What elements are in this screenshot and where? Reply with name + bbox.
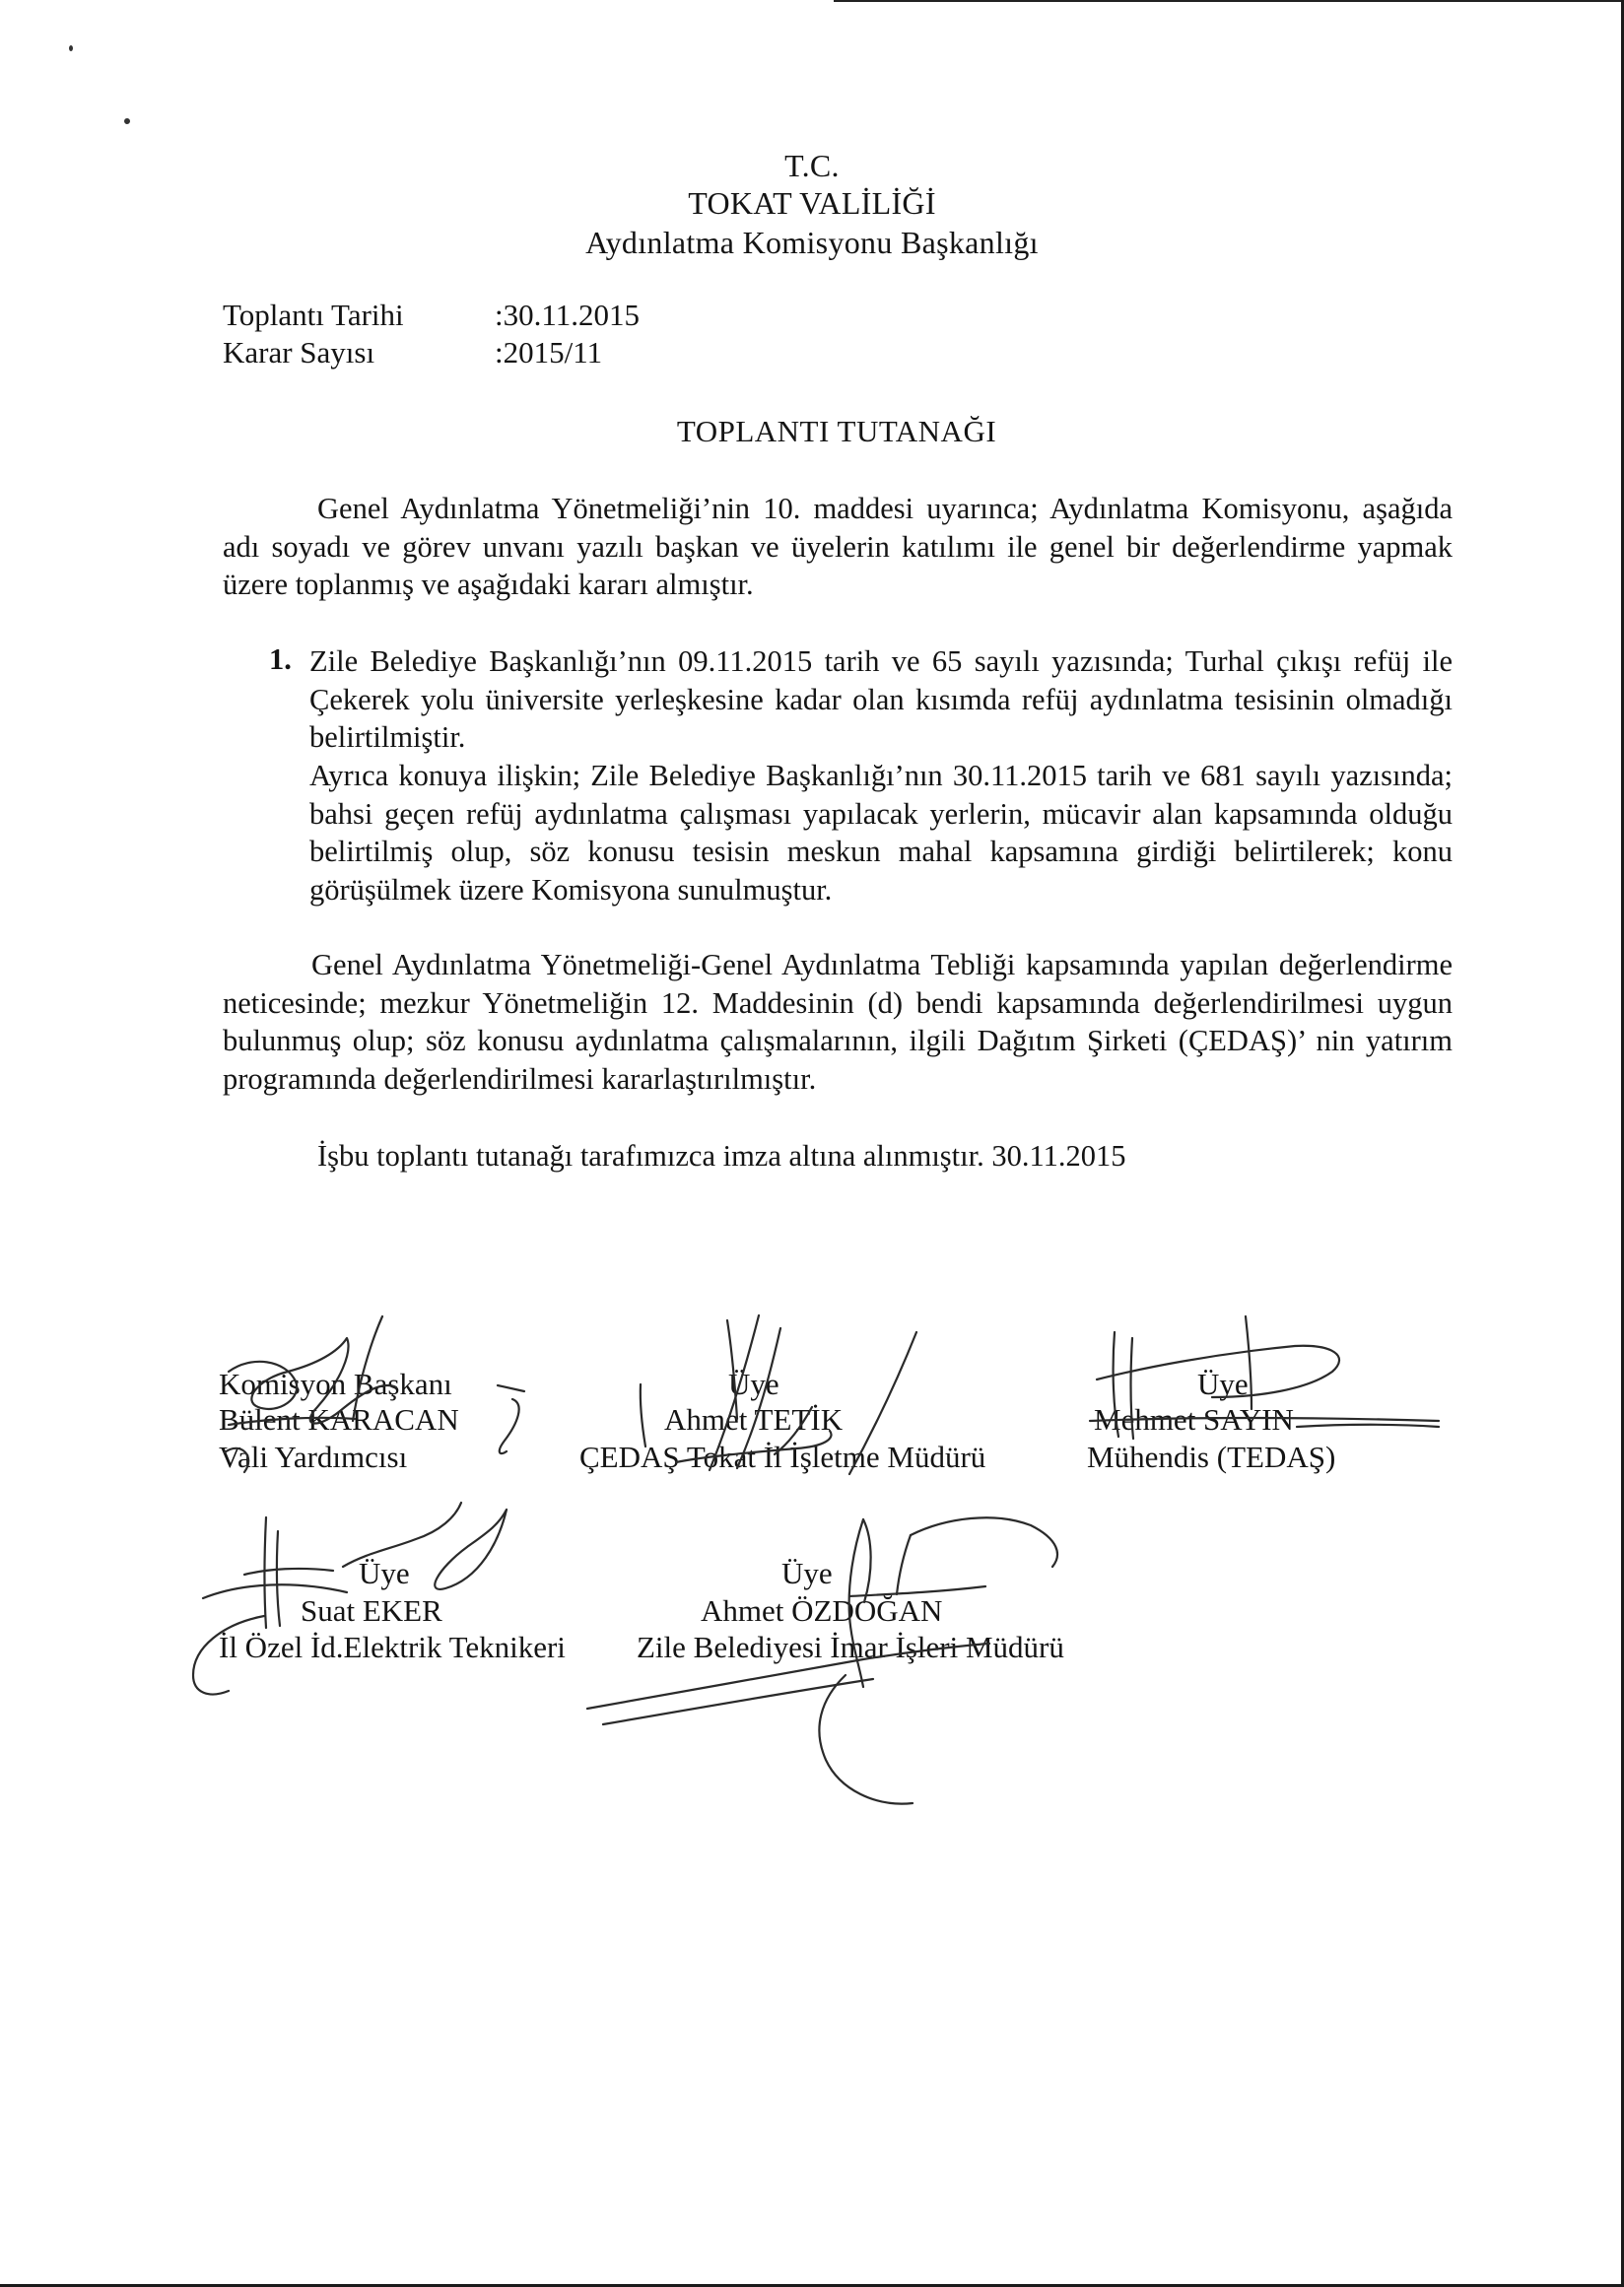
scan-speck xyxy=(124,118,130,124)
item-1-followup: Ayrıca konuya ilişkin; Zile Belediye Başkanlığı’nın 30.11.2015 tarih ve 681 sayılı yazısında; bahsi geçen refüj aydınlatma çalışması yapılacak yerlerin, mücavir alan kapsamında olduğu belirtilmiş olup, söz konusu tesisin meskun mahal kapsamına girdiği belirtilerek; konu görüşülmek üzere Komisyona sunulmuştur. xyxy=(309,759,1453,907)
meeting-date-label: Toplantı Tarihi xyxy=(223,298,404,332)
signatory-4-title: İl Özel İd.Elektrik Teknikeri xyxy=(219,1630,566,1664)
signatory-2-title: ÇEDAŞ Tokat İl İşletme Müdürü xyxy=(579,1440,986,1474)
decision-paragraph: Genel Aydınlatma Yönetmeliği-Genel Aydınlatma Tebliği kapsamında yapılan değerlendirme neticesinde; mezkur Yönetmeliğin 12. Maddesinin (d) bendi kapsamında değerlendirilmesi uygun bulunmuş olup; söz konusu aydınlatma çalışmalarının, ilgili Dağıtım Şirketi (ÇEDAŞ)’ nin yatırım programında değerlendirilmesi kararlaştırılmıştır. xyxy=(223,948,1453,1096)
meeting-date-value: :30.11.2015 xyxy=(495,298,640,332)
signatory-2-role: Üye xyxy=(728,1367,779,1401)
item-1-text: Zile Belediye Başkanlığı’nın 09.11.2015 tarih ve 65 sayılı yazısında; Turhal çıkışı refüj ile Çekerek yolu üniversite yerleşkesine kadar olan kısımda refüj aydınlatma tesisinin olmadığı belirtilmiştir. xyxy=(309,644,1453,754)
signatory-4-name: Suat EKER xyxy=(301,1593,442,1628)
scan-border-top xyxy=(834,0,1624,2)
signatory-2-name: Ahmet TETİK xyxy=(664,1402,844,1437)
header-tc: T.C. xyxy=(784,148,840,183)
signatory-5-name: Ahmet ÖZDOĞAN xyxy=(701,1593,943,1628)
scan-speck xyxy=(69,45,73,51)
decision-number-label: Karar Sayısı xyxy=(223,335,375,370)
intro-paragraph: Genel Aydınlatma Yönetmeliği’nin 10. maddesi uyarınca; Aydınlatma Komisyonu, aşağıda adı soyadı ve görev unvanı yazılı başkan ve üyelerin katılımı ile genel bir değerlendirme yapmak üzere toplanmış ve aşağıdaki kararı almıştır. xyxy=(223,492,1453,601)
signatory-1-title: Vali Yardımcısı xyxy=(219,1440,408,1474)
signatory-1-name: Bülent KARACAN xyxy=(219,1402,459,1437)
signatory-5-role: Üye xyxy=(781,1556,833,1590)
signatory-1-role: Komisyon Başkanı xyxy=(219,1367,452,1401)
signatory-3-role: Üye xyxy=(1197,1367,1249,1401)
header-governorship: TOKAT VALİLİĞİ xyxy=(688,185,936,221)
header-commission: Aydınlatma Komisyonu Başkanlığı xyxy=(585,225,1039,260)
item-number: 1. xyxy=(269,642,292,676)
decision-number-value: :2015/11 xyxy=(495,335,603,370)
closing-statement: İşbu toplantı tutanağı tarafımızca imza altına alınmıştır. 30.11.2015 xyxy=(317,1139,1126,1173)
document-title: TOPLANTI TUTANAĞI xyxy=(676,414,997,448)
signatory-3-title: Mühendis (TEDAŞ) xyxy=(1087,1440,1336,1474)
signatory-4-role: Üye xyxy=(359,1556,410,1590)
signatory-5-title: Zile Belediyesi İmar İşleri Müdürü xyxy=(637,1630,1064,1664)
signatory-3-name: Mehmet SAYIN xyxy=(1094,1402,1294,1437)
